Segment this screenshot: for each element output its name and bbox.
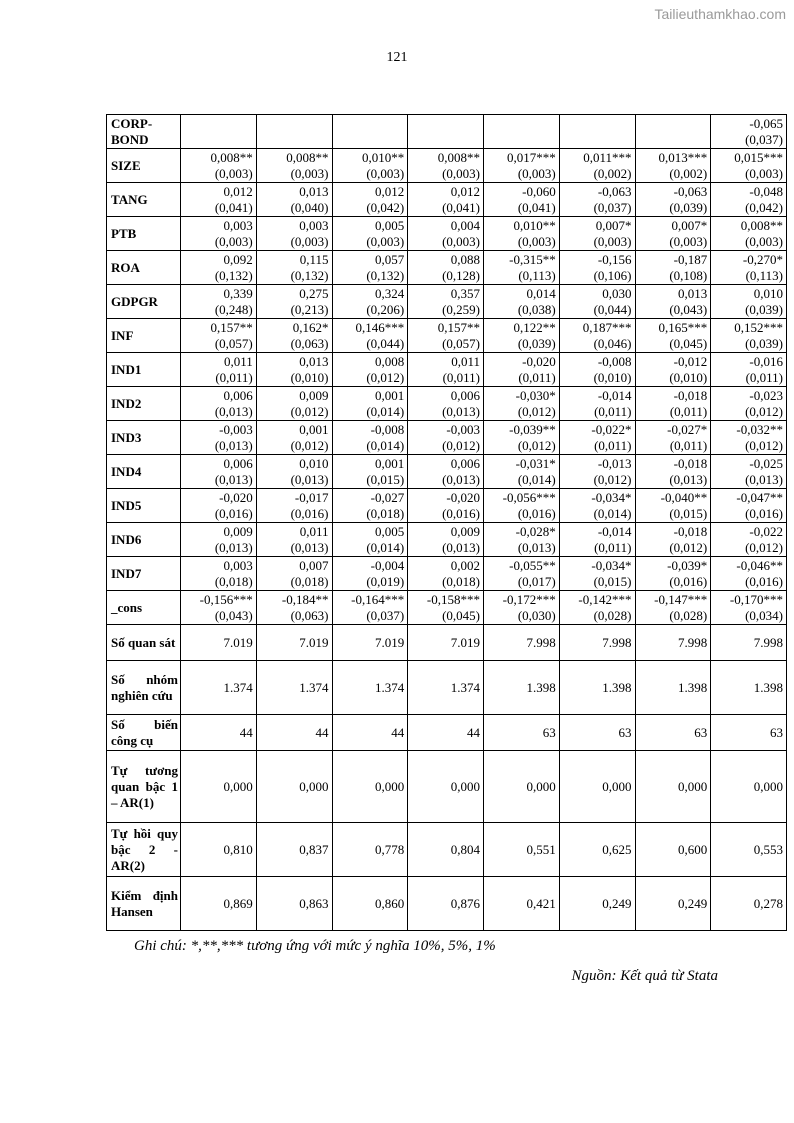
- table-cell: 0,003 (0,003): [256, 217, 332, 251]
- table-cell: 7.998: [711, 625, 787, 661]
- table-cell: -0,187 (0,108): [635, 251, 711, 285]
- table-cell: -0,172*** (0,030): [484, 591, 560, 625]
- table-cell: 0,001 (0,014): [332, 387, 408, 421]
- row-label: Tự tương quan bậc 1 – AR(1): [107, 751, 181, 823]
- table-cell: 0,000: [256, 751, 332, 823]
- table-cell: 0,013 (0,040): [256, 183, 332, 217]
- table-cell: [256, 115, 332, 149]
- table-cell: 0,600: [635, 823, 711, 877]
- table-cell: 0,551: [484, 823, 560, 877]
- row-label: Số biến công cụ: [107, 715, 181, 751]
- row-label: CORP-BOND: [107, 115, 181, 149]
- table-cell: 0,014 (0,038): [484, 285, 560, 319]
- table-cell: -0,046** (0,016): [711, 557, 787, 591]
- table-cell: 0,008 (0,012): [332, 353, 408, 387]
- row-label: GDPGR: [107, 285, 181, 319]
- table-cell: 0,011 (0,013): [256, 523, 332, 557]
- table-cell: 1.374: [332, 661, 408, 715]
- table-cell: 0,004 (0,003): [408, 217, 484, 251]
- row-label: _cons: [107, 591, 181, 625]
- table-cell: [181, 115, 257, 149]
- table-cell: -0,017 (0,016): [256, 489, 332, 523]
- table-cell: 0,012 (0,042): [332, 183, 408, 217]
- table-cell: 0,324 (0,206): [332, 285, 408, 319]
- table-cell: 0,030 (0,044): [559, 285, 635, 319]
- table-cell: -0,020 (0,016): [408, 489, 484, 523]
- table-row: [107, 877, 787, 931]
- table-cell: 0,017*** (0,003): [484, 149, 560, 183]
- table-cell: -0,156 (0,106): [559, 251, 635, 285]
- table-cell: -0,018 (0,012): [635, 523, 711, 557]
- table-cell: 0,115 (0,132): [256, 251, 332, 285]
- table-row: [107, 421, 787, 455]
- table-cell: 0,006 (0,013): [408, 455, 484, 489]
- table-cell: 63: [559, 715, 635, 751]
- table-cell: 7.019: [256, 625, 332, 661]
- table-row: [107, 455, 787, 489]
- row-label: IND6: [107, 523, 181, 557]
- table-cell: -0,039** (0,012): [484, 421, 560, 455]
- table-cell: 44: [408, 715, 484, 751]
- table-cell: [635, 115, 711, 149]
- table-cell: [332, 115, 408, 149]
- table-cell: 0,006 (0,013): [181, 387, 257, 421]
- table-cell: 0,357 (0,259): [408, 285, 484, 319]
- page-number: 121: [386, 50, 408, 65]
- table-cell: 0,011 (0,011): [181, 353, 257, 387]
- table-row: [107, 625, 787, 661]
- table-row: [107, 751, 787, 823]
- table-cell: 0,057 (0,132): [332, 251, 408, 285]
- row-label: IND4: [107, 455, 181, 489]
- table-cell: -0,004 (0,019): [332, 557, 408, 591]
- table-cell: -0,048 (0,042): [711, 183, 787, 217]
- table-cell: -0,060 (0,041): [484, 183, 560, 217]
- table-cell: 0,006 (0,013): [408, 387, 484, 421]
- table-row: [107, 557, 787, 591]
- table-cell: 1.398: [559, 661, 635, 715]
- table-cell: -0,164*** (0,037): [332, 591, 408, 625]
- table-cell: -0,063 (0,037): [559, 183, 635, 217]
- row-label: IND1: [107, 353, 181, 387]
- table-row: [107, 523, 787, 557]
- table-cell: 0,008** (0,003): [408, 149, 484, 183]
- table-cell: 0,421: [484, 877, 560, 931]
- table-cell: 0,165*** (0,045): [635, 319, 711, 353]
- table-cell: 0,187*** (0,046): [559, 319, 635, 353]
- table-cell: -0,014 (0,011): [559, 523, 635, 557]
- table-cell: 0,013 (0,043): [635, 285, 711, 319]
- table-cell: 0,009 (0,013): [408, 523, 484, 557]
- table-cell: [408, 115, 484, 149]
- table-cell: -0,014 (0,011): [559, 387, 635, 421]
- table-cell: -0,003 (0,012): [408, 421, 484, 455]
- table-cell: 7.998: [559, 625, 635, 661]
- table-cell: 0,005 (0,014): [332, 523, 408, 557]
- table-cell: 0,010 (0,039): [711, 285, 787, 319]
- row-label: Số quan sát: [107, 625, 181, 661]
- table-cell: 0,157** (0,057): [181, 319, 257, 353]
- table-cell: 63: [484, 715, 560, 751]
- table-cell: 0,860: [332, 877, 408, 931]
- table-cell: -0,065 (0,037): [711, 115, 787, 149]
- row-label: ROA: [107, 251, 181, 285]
- table-cell: [484, 115, 560, 149]
- row-label: Kiểm định Hansen: [107, 877, 181, 931]
- source-note: Nguồn: Kết quả từ Stata: [571, 968, 718, 984]
- table-cell: 0,278: [711, 877, 787, 931]
- table-cell: 0,000: [484, 751, 560, 823]
- table-cell: 0,275 (0,213): [256, 285, 332, 319]
- row-label: IND5: [107, 489, 181, 523]
- table-row: [107, 661, 787, 715]
- table-cell: 0,006 (0,013): [181, 455, 257, 489]
- table-cell: -0,040** (0,015): [635, 489, 711, 523]
- table-cell: 1.374: [181, 661, 257, 715]
- table-cell: 0,007 (0,018): [256, 557, 332, 591]
- table-cell: 0,869: [181, 877, 257, 931]
- table-row: [107, 183, 787, 217]
- regression-table: [106, 114, 787, 931]
- table-cell: -0,025 (0,013): [711, 455, 787, 489]
- row-label: INF: [107, 319, 181, 353]
- table-row: [107, 387, 787, 421]
- table-cell: -0,055** (0,017): [484, 557, 560, 591]
- table-cell: 0,011*** (0,002): [559, 149, 635, 183]
- table-cell: 0,007* (0,003): [635, 217, 711, 251]
- table-cell: 0,013 (0,010): [256, 353, 332, 387]
- table-cell: 0,778: [332, 823, 408, 877]
- table-cell: -0,012 (0,010): [635, 353, 711, 387]
- row-label: PTB: [107, 217, 181, 251]
- table-cell: 0,553: [711, 823, 787, 877]
- table-cell: 0,001 (0,012): [256, 421, 332, 455]
- table-cell: 44: [256, 715, 332, 751]
- watermark: Tailieuthamkhao.com: [654, 6, 786, 22]
- table-cell: -0,063 (0,039): [635, 183, 711, 217]
- table-cell: -0,023 (0,012): [711, 387, 787, 421]
- table-cell: -0,008 (0,010): [559, 353, 635, 387]
- table-row: [107, 115, 787, 149]
- table-cell: -0,047** (0,016): [711, 489, 787, 523]
- table-cell: -0,008 (0,014): [332, 421, 408, 455]
- table-cell: 0,804: [408, 823, 484, 877]
- table-cell: 1.398: [711, 661, 787, 715]
- table-cell: 0,249: [559, 877, 635, 931]
- table-cell: 1.398: [484, 661, 560, 715]
- table-cell: -0,158*** (0,045): [408, 591, 484, 625]
- table-cell: 0,012 (0,041): [408, 183, 484, 217]
- table-cell: -0,028* (0,013): [484, 523, 560, 557]
- table-cell: -0,039* (0,016): [635, 557, 711, 591]
- row-label: SIZE: [107, 149, 181, 183]
- table-cell: -0,315** (0,113): [484, 251, 560, 285]
- table-cell: -0,030* (0,012): [484, 387, 560, 421]
- table-row: [107, 251, 787, 285]
- table-cell: 0,000: [332, 751, 408, 823]
- table-cell: -0,020 (0,016): [181, 489, 257, 523]
- table-cell: 0,015*** (0,003): [711, 149, 787, 183]
- table-cell: -0,056*** (0,016): [484, 489, 560, 523]
- table-cell: 0,007* (0,003): [559, 217, 635, 251]
- table-cell: 0,002 (0,018): [408, 557, 484, 591]
- table-cell: -0,027 (0,018): [332, 489, 408, 523]
- table-cell: 7.998: [635, 625, 711, 661]
- table-cell: [559, 115, 635, 149]
- table-cell: 0,010** (0,003): [332, 149, 408, 183]
- table-cell: -0,034* (0,015): [559, 557, 635, 591]
- table-row: [107, 715, 787, 751]
- table-cell: 0,005 (0,003): [332, 217, 408, 251]
- table-cell: -0,142*** (0,028): [559, 591, 635, 625]
- table-cell: 0,009 (0,013): [181, 523, 257, 557]
- table-cell: 1.374: [408, 661, 484, 715]
- table-cell: 1.398: [635, 661, 711, 715]
- table-row: [107, 285, 787, 319]
- table-row: [107, 217, 787, 251]
- table-cell: 0,003 (0,003): [181, 217, 257, 251]
- table-cell: 0,088 (0,128): [408, 251, 484, 285]
- table-cell: -0,018 (0,013): [635, 455, 711, 489]
- table-cell: 0,092 (0,132): [181, 251, 257, 285]
- table-cell: -0,147*** (0,028): [635, 591, 711, 625]
- table-cell: 0,863: [256, 877, 332, 931]
- table-cell: 0,157** (0,057): [408, 319, 484, 353]
- table-cell: 0,008** (0,003): [711, 217, 787, 251]
- table-cell: 0,000: [635, 751, 711, 823]
- table-cell: 7.019: [332, 625, 408, 661]
- table-cell: 0,837: [256, 823, 332, 877]
- table-cell: -0,022 (0,012): [711, 523, 787, 557]
- table-cell: -0,018 (0,011): [635, 387, 711, 421]
- table-cell: -0,020 (0,011): [484, 353, 560, 387]
- table-cell: 0,010 (0,013): [256, 455, 332, 489]
- table-cell: 44: [181, 715, 257, 751]
- table-cell: 0,000: [181, 751, 257, 823]
- table-cell: 0,625: [559, 823, 635, 877]
- table-cell: 0,011 (0,011): [408, 353, 484, 387]
- table-row: [107, 149, 787, 183]
- table-cell: 0,010** (0,003): [484, 217, 560, 251]
- table-cell: -0,013 (0,012): [559, 455, 635, 489]
- table-cell: 7.019: [181, 625, 257, 661]
- table-cell: 0,000: [711, 751, 787, 823]
- table-cell: 63: [711, 715, 787, 751]
- table-cell: 0,008** (0,003): [256, 149, 332, 183]
- table-cell: 44: [332, 715, 408, 751]
- row-label: IND7: [107, 557, 181, 591]
- table-cell: 0,162* (0,063): [256, 319, 332, 353]
- table-cell: -0,156*** (0,043): [181, 591, 257, 625]
- table-row: [107, 591, 787, 625]
- table-cell: 63: [635, 715, 711, 751]
- table-cell: 0,810: [181, 823, 257, 877]
- table-cell: -0,034* (0,014): [559, 489, 635, 523]
- table-cell: -0,003 (0,013): [181, 421, 257, 455]
- table-cell: 0,339 (0,248): [181, 285, 257, 319]
- table-cell: 1.374: [256, 661, 332, 715]
- table-cell: -0,031* (0,014): [484, 455, 560, 489]
- table-cell: 0,146*** (0,044): [332, 319, 408, 353]
- table-cell: 0,003 (0,018): [181, 557, 257, 591]
- table-cell: -0,016 (0,011): [711, 353, 787, 387]
- table-cell: 0,009 (0,012): [256, 387, 332, 421]
- table-cell: 7.998: [484, 625, 560, 661]
- table-note: Ghi chú: *,**,*** tương ứng với mức ý nghĩa 10%, 5%, 1%: [134, 938, 496, 954]
- table-cell: 0,152*** (0,039): [711, 319, 787, 353]
- table-row: [107, 319, 787, 353]
- table-cell: -0,184** (0,063): [256, 591, 332, 625]
- row-label: IND3: [107, 421, 181, 455]
- table-cell: 0,122** (0,039): [484, 319, 560, 353]
- table-cell: 0,013*** (0,002): [635, 149, 711, 183]
- row-label: IND2: [107, 387, 181, 421]
- table-cell: 0,000: [559, 751, 635, 823]
- row-label: TANG: [107, 183, 181, 217]
- table-row: [107, 353, 787, 387]
- table-cell: 0,008** (0,003): [181, 149, 257, 183]
- table-cell: -0,170*** (0,034): [711, 591, 787, 625]
- table-row: [107, 489, 787, 523]
- table-cell: 0,249: [635, 877, 711, 931]
- table-cell: -0,022* (0,011): [559, 421, 635, 455]
- table-cell: -0,270* (0,113): [711, 251, 787, 285]
- row-label: Số nhóm nghiên cứu: [107, 661, 181, 715]
- table-cell: 0,000: [408, 751, 484, 823]
- table-cell: 7.019: [408, 625, 484, 661]
- row-label: Tự hồi quy bậc 2 - AR(2): [107, 823, 181, 877]
- table-cell: -0,027* (0,011): [635, 421, 711, 455]
- table-cell: 0,876: [408, 877, 484, 931]
- table-cell: 0,001 (0,015): [332, 455, 408, 489]
- table-row: [107, 823, 787, 877]
- table-cell: 0,012 (0,041): [181, 183, 257, 217]
- table-cell: -0,032** (0,012): [711, 421, 787, 455]
